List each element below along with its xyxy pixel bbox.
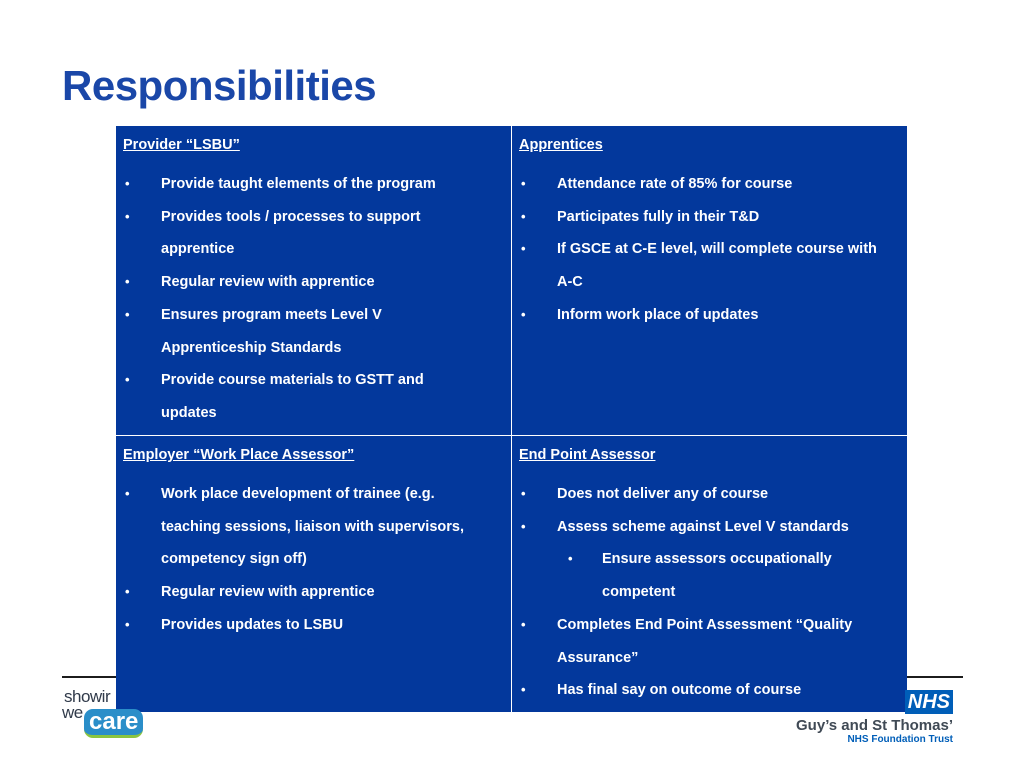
- bullet-text-line: Provide taught elements of the program: [161, 176, 436, 192]
- bullet-item: [123, 299, 505, 364]
- bullet-marker: •: [125, 176, 130, 191]
- bullet-item: [519, 168, 901, 201]
- bullet-text-line: If GSCE at C-E level, will complete course with: [557, 241, 877, 258]
- trust-foundation: NHS Foundation Trust: [847, 734, 953, 745]
- cell-end-point-assessor: [512, 436, 907, 712]
- cell-apprentices: [512, 126, 907, 435]
- bullet-marker: •: [521, 682, 526, 698]
- sub-bullet-item: [519, 543, 901, 608]
- bullet-text-line: Work place development of trainee (e.g.: [161, 486, 435, 502]
- bullet-marker: •: [521, 486, 526, 501]
- showing-we-care-logo: [62, 687, 152, 737]
- bullet-item: [123, 478, 505, 576]
- bullet-text-line: Provides updates to LSBU: [161, 616, 344, 633]
- cell-employer: [116, 436, 511, 712]
- bullet-text-line: competency sign off): [161, 551, 307, 568]
- page-title: Responsibilities: [62, 62, 377, 109]
- bullet-marker: •: [521, 518, 526, 534]
- bullet-text-line: Assess scheme against Level V standards: [557, 518, 849, 535]
- bullet-marker: •: [521, 176, 526, 191]
- cell-heading: Provider “LSBU”: [123, 137, 240, 153]
- bullet-list: [519, 478, 901, 707]
- bullet-text-line: Does not deliver any of course: [557, 486, 769, 502]
- bullet-text-line: Provide course materials to GSTT and: [161, 372, 424, 389]
- bullet-item: [123, 364, 505, 429]
- bullet-list: [123, 478, 505, 642]
- footer-rule-right: [905, 676, 963, 678]
- bullet-item: [519, 299, 901, 332]
- trust-name: Guy’s and St Thomas’: [796, 717, 953, 734]
- cell-heading: End Point Assessor: [519, 447, 656, 463]
- bullet-list: [123, 168, 505, 430]
- bullet-item: [519, 609, 901, 674]
- bullet-marker: •: [125, 306, 130, 322]
- bullet-marker: •: [125, 274, 130, 290]
- bullet-marker: •: [125, 584, 130, 600]
- bullet-item: [519, 233, 901, 298]
- cell-heading: Apprentices: [519, 137, 603, 153]
- bullet-marker: •: [568, 551, 573, 567]
- bullet-text-line: Ensure assessors occupationally: [602, 551, 832, 568]
- nhs-logo: NHS: [905, 690, 953, 714]
- bullet-text-line: Apprenticeship Standards: [161, 339, 342, 356]
- bullet-text-line: Completes End Point Assessment “Quality: [557, 616, 853, 633]
- responsibilities-grid: [116, 126, 907, 713]
- bullet-item: [123, 609, 505, 642]
- bullet-item: [123, 576, 505, 609]
- bullet-text-line: Participates fully in their T&D: [557, 208, 760, 225]
- bullet-text-line: Ensures program meets Level V: [161, 306, 382, 323]
- logo-text-line2: we: [62, 703, 83, 722]
- bullet-text-line: A-C: [557, 274, 583, 291]
- bullet-text-line: apprentice: [161, 241, 235, 258]
- bullet-item: [519, 674, 901, 707]
- bullet-item: [519, 511, 901, 544]
- bullet-text-line: teaching sessions, liaison with supervisors,: [161, 518, 464, 535]
- bullet-list: [519, 168, 901, 332]
- bullet-marker: •: [521, 208, 526, 224]
- bullet-item: [123, 201, 505, 266]
- bullet-item: [519, 201, 901, 234]
- bullet-text-line: updates: [161, 404, 217, 421]
- bullet-marker: •: [521, 616, 526, 632]
- bullet-marker: •: [521, 241, 526, 257]
- bullet-text-line: Inform work place of updates: [557, 306, 759, 323]
- cell-provider: [116, 126, 511, 435]
- bullet-marker: •: [125, 372, 130, 388]
- cell-heading: Employer “Work Place Assessor”: [123, 447, 355, 463]
- bullet-text-line: Assurance”: [557, 649, 639, 666]
- logo-care-text: care: [84, 709, 143, 738]
- bullet-text-line: competent: [602, 584, 676, 601]
- bullet-text-line: Attendance rate of 85% for course: [557, 176, 793, 192]
- bullet-marker: •: [125, 486, 130, 501]
- bullet-item: [519, 478, 901, 511]
- bullet-marker: •: [521, 306, 526, 322]
- footer-rule-left: [62, 676, 119, 678]
- bullet-item: [123, 266, 505, 299]
- bullet-item: [123, 168, 505, 201]
- bullet-text-line: Has final say on outcome of course: [557, 682, 802, 699]
- bullet-marker: •: [125, 616, 130, 632]
- bullet-text-line: Regular review with apprentice: [161, 584, 375, 601]
- bullet-text-line: Provides tools / processes to support: [161, 208, 421, 225]
- logo-text-line1: showir: [64, 687, 111, 706]
- bullet-text-line: Regular review with apprentice: [161, 274, 375, 291]
- bullet-marker: •: [125, 208, 130, 224]
